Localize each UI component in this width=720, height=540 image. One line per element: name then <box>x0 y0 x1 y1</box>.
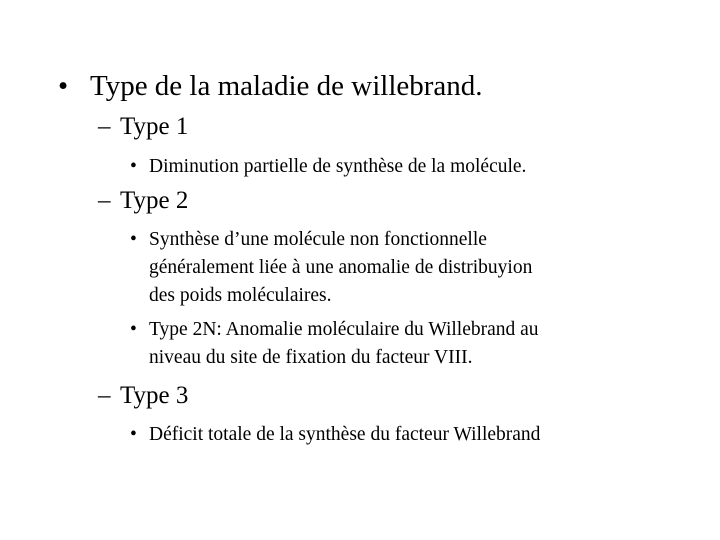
type-3-heading <box>98 382 188 410</box>
item-line: Type 2N: Anomalie moléculaire du Willebrand au <box>149 319 539 340</box>
item-line: Déficit totale de la synthèse du facteur Willebrand <box>149 424 541 445</box>
type-label: Type 1 <box>120 113 189 140</box>
item-line: Synthèse d’une molécule non fonctionnelle <box>149 229 487 250</box>
slide-heading: Type de la maladie de willebrand. <box>90 70 483 102</box>
dash-marker: – <box>98 382 111 409</box>
item-line: des poids moléculaires. <box>149 285 332 306</box>
dash-marker: – <box>98 187 111 214</box>
type-1-heading <box>98 113 188 141</box>
item-line: niveau du site de fixation du facteur VIII. <box>149 347 473 368</box>
type-1-item-1 <box>130 153 526 181</box>
bullet-marker: • <box>130 319 137 340</box>
type-label: Type 2 <box>120 187 189 214</box>
type-2-item-2 <box>130 316 539 372</box>
main-bullet <box>58 70 483 103</box>
type-3-item-1 <box>130 421 540 449</box>
dash-marker: – <box>98 113 111 140</box>
item-line: généralement liée à une anomalie de distribuyion <box>149 257 533 278</box>
bullet-marker: • <box>130 229 137 250</box>
type-label: Type 3 <box>120 382 189 409</box>
item-line: Diminution partielle de synthèse de la molécule. <box>149 156 527 177</box>
type-2-item-1 <box>130 226 532 310</box>
bullet-marker: • <box>130 424 137 445</box>
bullet-marker: • <box>58 70 69 102</box>
type-2-heading <box>98 187 188 215</box>
bullet-marker: • <box>130 156 137 177</box>
